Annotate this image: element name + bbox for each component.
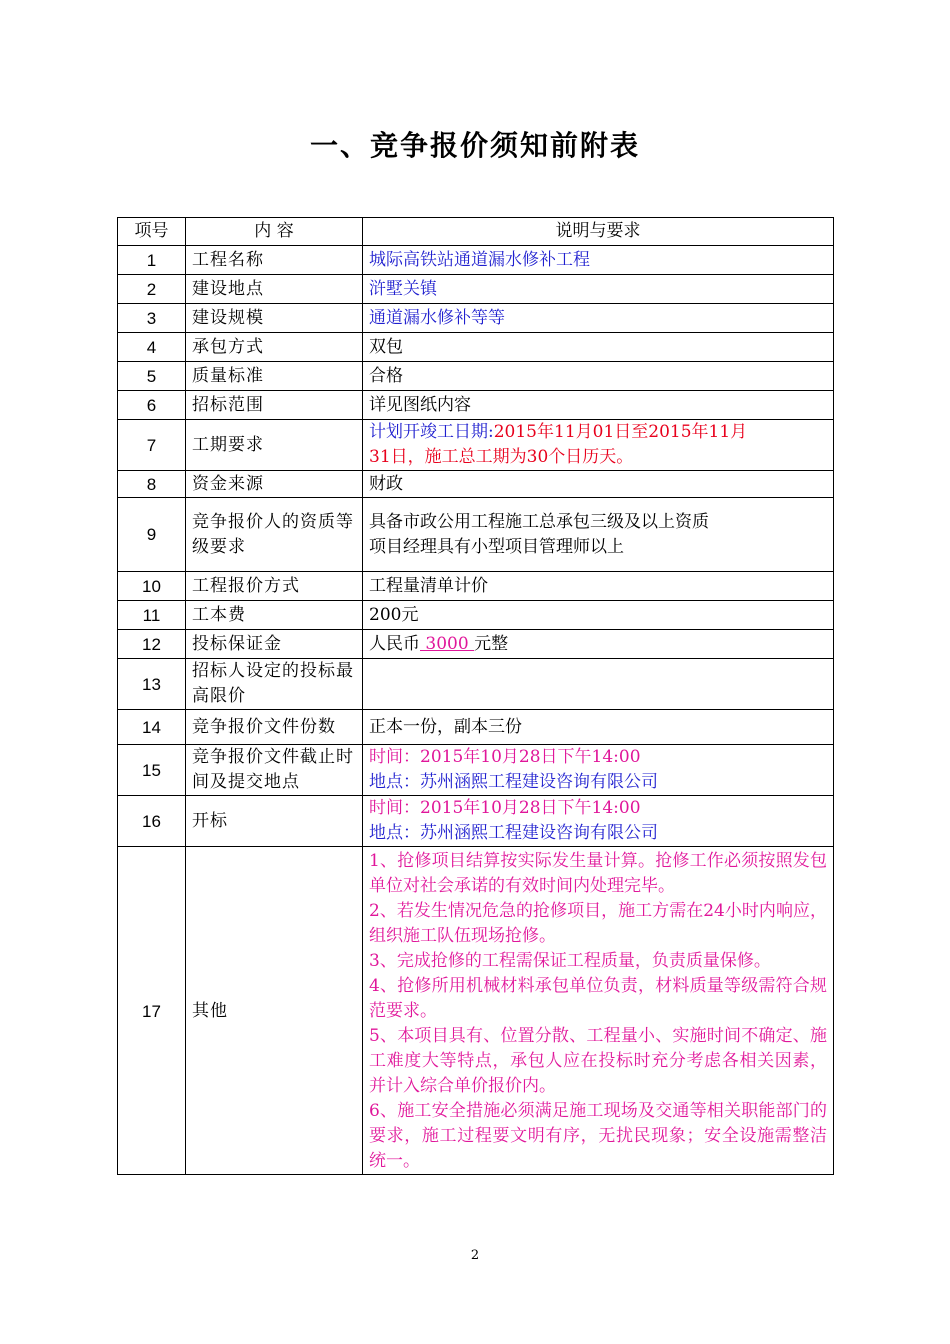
table-row [118, 572, 834, 601]
row-item: 招标人设定的投标最高限价 [186, 659, 363, 710]
row-item: 质量标准 [186, 362, 363, 391]
other-note: 4、抢修所用机械材料承包单位负责，材料质量等级需符合规范要求。 [369, 976, 827, 1021]
other-note: 3、完成抢修的工程需保证工程质量，负责质量保修。 [369, 951, 771, 971]
other-note: 2、若发生情况危急的抢修项目，施工方需在24小时内响应，组织施工队伍现场抢修。 [369, 901, 827, 946]
row-item: 开标 [186, 796, 363, 847]
row-number: 2 [118, 275, 186, 304]
row-item: 工程报价方式 [186, 572, 363, 601]
table-row [118, 498, 834, 572]
opening-place: 地点：苏州涵熙工程建设咨询有限公司 [369, 823, 658, 843]
deadline-place: 地点：苏州涵熙工程建设咨询有限公司 [369, 772, 658, 792]
table-row [118, 362, 834, 391]
table-row [118, 796, 834, 847]
other-note: 1、抢修项目结算按实际发生量计算。抢修工作必须按照发包单位对社会承诺的有效时间内处理完毕。 [369, 851, 827, 896]
row-item: 投标保证金 [186, 630, 363, 659]
row-description [363, 745, 834, 796]
row-item: 工本费 [186, 601, 363, 630]
schedule-dates: 2015年11月01日至2015年11月 [493, 422, 748, 442]
row-number: 17 [118, 847, 186, 1175]
row-item: 工期要求 [186, 420, 363, 471]
row-item: 竞争报价文件份数 [186, 710, 363, 745]
row-description: 双包 [363, 333, 834, 362]
row-description: 正本一份，副本三份 [363, 710, 834, 745]
row-item: 承包方式 [186, 333, 363, 362]
deadline-time: 时间：2015年10月28日下午14:00 [369, 747, 641, 767]
row-description [363, 847, 834, 1175]
requirements-table [117, 217, 834, 1175]
page-title: 一、竞争报价须知前附表 [309, 129, 640, 162]
row-number: 5 [118, 362, 186, 391]
row-number: 16 [118, 796, 186, 847]
row-number: 13 [118, 659, 186, 710]
row-number: 15 [118, 745, 186, 796]
header-content: 内 容 [186, 218, 363, 246]
deposit-prefix: 人民币 [369, 633, 420, 654]
table-row [118, 391, 834, 420]
row-item: 竞争报价人的资质等级要求 [186, 498, 363, 572]
table-row [118, 471, 834, 498]
opening-time: 时间：2015年10月28日下午14:00 [369, 798, 641, 818]
table-row [118, 659, 834, 710]
other-note: 6、施工安全措施必须满足施工现场及交通等相关职能部门的要求，施工过程要文明有序，无扰民现象；安全设施需整洁统一。 [369, 1101, 827, 1171]
table-row [118, 275, 834, 304]
row-number: 11 [118, 601, 186, 630]
table-row [118, 710, 834, 745]
row-number: 7 [118, 420, 186, 471]
row-item: 工程名称 [186, 246, 363, 275]
table-row [118, 246, 834, 275]
row-number: 3 [118, 304, 186, 333]
header-description: 说明与要求 [363, 218, 834, 246]
row-number: 1 [118, 246, 186, 275]
qualification-line: 项目经理具有小型项目管理师以上 [369, 536, 624, 557]
row-description [363, 659, 834, 710]
row-item: 建设地点 [186, 275, 363, 304]
table-row [118, 847, 834, 1175]
page-number: 2 [470, 1248, 480, 1263]
row-item: 竞争报价文件截止时间及提交地点 [186, 745, 363, 796]
row-item: 其他 [186, 847, 363, 1175]
deposit-amount: 3000 [420, 633, 475, 654]
row-number: 12 [118, 630, 186, 659]
row-number: 14 [118, 710, 186, 745]
row-item: 招标范围 [186, 391, 363, 420]
row-item: 建设规模 [186, 304, 363, 333]
header-no: 项号 [118, 218, 186, 246]
schedule-label: 计划开竣工日期: [369, 422, 494, 442]
row-number: 10 [118, 572, 186, 601]
table-row [118, 630, 834, 659]
row-number: 8 [118, 471, 186, 498]
deposit-suffix: 元整 [474, 633, 509, 654]
row-description [363, 630, 834, 659]
qualification-line: 具备市政公用工程施工总承包三级及以上资质 [369, 511, 709, 532]
row-description [363, 420, 834, 471]
other-note: 5、本项目具有、位置分散、工程量小、实施时间不确定、施工难度大等特点，承包人应在投标时充分考虑各相关因素，并计入综合单价报价内。 [369, 1026, 827, 1096]
table-row [118, 333, 834, 362]
row-description: 通道漏水修补等等 [363, 304, 834, 333]
row-description: 城际高铁站通道漏水修补工程 [363, 246, 834, 275]
table-row [118, 420, 834, 471]
row-description: 详见图纸内容 [363, 391, 834, 420]
table-row [118, 304, 834, 333]
row-item: 资金来源 [186, 471, 363, 498]
row-description: 浒墅关镇 [363, 275, 834, 304]
row-description [363, 796, 834, 847]
row-number: 6 [118, 391, 186, 420]
table-header-row [118, 218, 834, 246]
row-description: 财政 [363, 471, 834, 498]
row-description: 工程量清单计价 [363, 572, 834, 601]
table-row [118, 601, 834, 630]
row-description: 合格 [363, 362, 834, 391]
table-row [118, 745, 834, 796]
row-number: 9 [118, 498, 186, 572]
row-description: 200元 [363, 601, 834, 630]
schedule-duration: 31日，施工总工期为30个日历天。 [369, 447, 634, 467]
row-description [363, 498, 834, 572]
row-number: 4 [118, 333, 186, 362]
